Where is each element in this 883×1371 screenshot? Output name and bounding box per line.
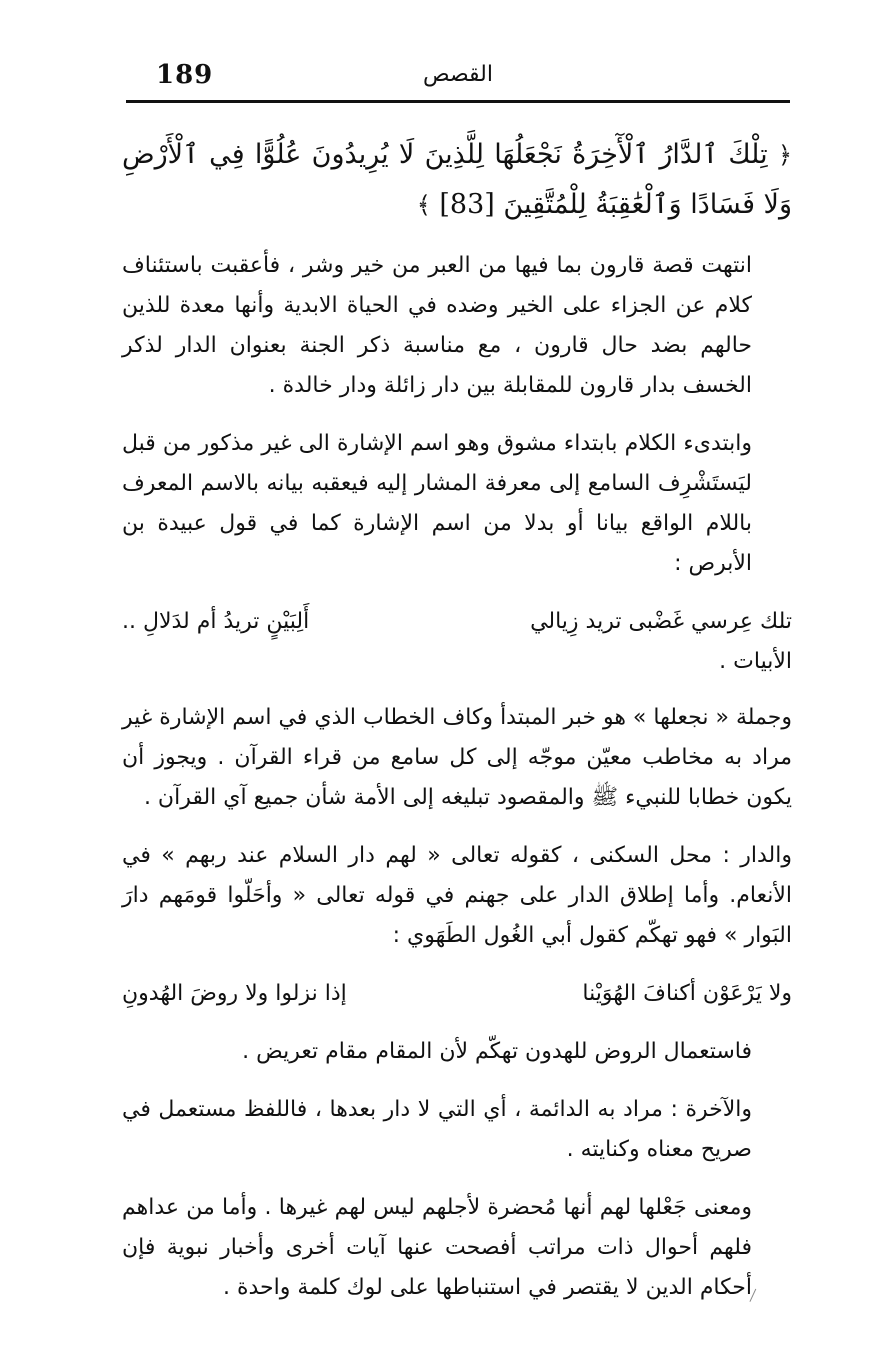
paragraph-4: والدار : محل السكنى ، كقوله تعالى « لهم دار السلام عند ربهم » في الأنعام. وأما إطلاق الدار على جهنم في قوله تعالى « وأحَلّوا قومَهم دارَ البَوار » فهو تهكّم كقول أبي الغُول الطَهَوي : <box>122 843 792 948</box>
paragraph-3: وجملة « نجعلها » هو خبر المبتدأ وكاف الخطاب الذي في اسم الإشارة غير مراد به مخاطب معيّن موجّه إلى كل سامع من قراء القرآن . ويجوز أن يكون خطابا للنبيء ﷺ والمقصود تبليغه إلى الأمة شأن جميع آي القرآن . <box>122 705 792 810</box>
poem-1-second-hemistich: أَلِبَيْنٍ تريدُ أم لدَلالِ .. <box>122 609 310 634</box>
page-body <box>122 130 792 1326</box>
poem-verse-1 <box>122 602 792 642</box>
verse-number: [83] <box>439 189 495 220</box>
verse-text: تِلْكَ ٱلدَّارُ ٱلْأٓخِرَةُ نَجْعَلُهَا لِلَّذِينَ لَا يُرِيدُونَ عُلُوًّا فِي ٱلْأَرْضِ وَلَا فَسَادًا وَٱلْعَٰقِبَةُ لِلْمُتَّقِينَ <box>122 139 792 220</box>
page-number: 189 <box>156 60 214 90</box>
poem-verse-2 <box>122 974 792 1014</box>
poem-2-second-hemistich: إذا نزلوا ولا روضَ الهُدونِ <box>122 981 347 1006</box>
paragraph-1: انتهت قصة قارون بما فيها من العبر من خير وشر ، فأعقبت باستئناف كلام عن الجزاء على الخير وضده في الحياة الابدية وأنها معدة للذين حالهم بضد حال قارون ، مع مناسبة ذكر الجنة بعنوان الدار لذكر الخسف بدار قارون للمقابلة بين دار زائلة ودار خالدة . <box>122 253 752 398</box>
running-title: القصص <box>423 62 493 87</box>
verse-close-bracket: ﴾ <box>416 191 431 219</box>
quran-verse <box>122 130 792 230</box>
poem-1-tail: الأبيات . <box>719 649 792 674</box>
poem-1-first-hemistich: تلك عِرسي غَضْبى تريد زِيالي <box>530 609 792 634</box>
paragraph-6: والآخرة : مراد به الدائمة ، أي التي لا دار بعدها ، فاللفظ مستعمل في صريح معناه وكنايته . <box>122 1097 752 1162</box>
header-divider <box>126 100 790 103</box>
page-header <box>126 60 790 96</box>
paragraph-5: فاستعمال الروض للهدون تهكّم لأن المقام مقام تعريض . <box>242 1039 752 1064</box>
verse-open-bracket: ﴿ <box>777 141 792 169</box>
paragraph-7: ومعنى جَعْلها لهم أنها مُحضرة لأجلهم ليس لهم غيرها . وأما من عداهم فلهم أحوال ذات مراتب أفصحت عنها آيات أخرى وأخبار نبوية فإن أحكام الدين لا يقتصر في استنباطها على لوك كلمة واحدة . <box>122 1195 752 1300</box>
poem-2-first-hemistich: ولا يَرْعَوْن أكنافَ الهُوَيْنا <box>582 981 792 1006</box>
paragraph-2: وابتدىء الكلام بابتداء مشوق وهو اسم الإشارة الى غير مذكور من قبل ليَستَشْرِف السامع إلى معرفة المشار إليه فيعقبه بيانه بالاسم المعرف باللام الواقع بيانا أو بدلا من اسم الإشارة كما في قول عبيدة بن الأبرص : <box>122 431 752 576</box>
